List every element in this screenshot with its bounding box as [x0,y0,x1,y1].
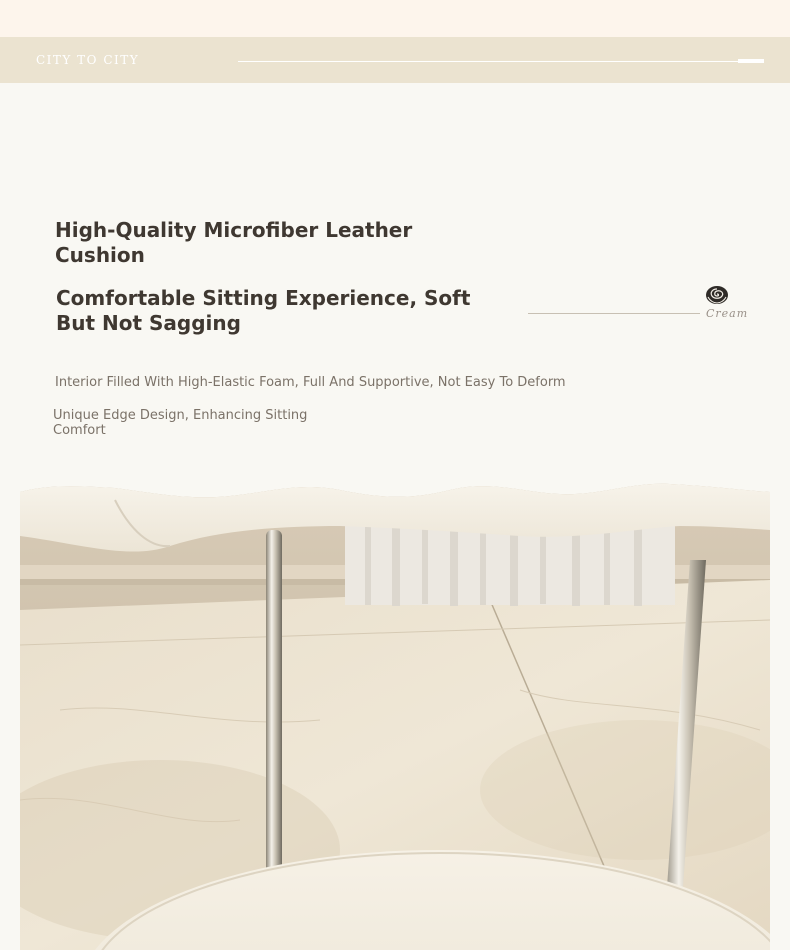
rose-icon [704,285,730,307]
top-band [0,0,790,37]
cream-chair-photo [20,470,770,950]
brand-logo: CITY TO CITY [36,53,140,67]
feature-heading-cushion: High-Quality Microfiber Leather Cushion [55,218,413,267]
feature-detail-edge: Unique Edge Design, Enhancing Sitting Comfort [53,408,308,438]
feature-heading-comfort: Comfortable Sitting Experience, Soft But Not Sagging [56,286,471,335]
header-divider-line [238,61,738,62]
color-swatch-line [528,313,700,314]
feature-detail-foam: Interior Filled With High-Elastic Foam, Full And Supportive, Not Easy To Deform [55,375,566,390]
header-accent-dash [738,59,764,63]
color-label: Cream [706,307,749,320]
